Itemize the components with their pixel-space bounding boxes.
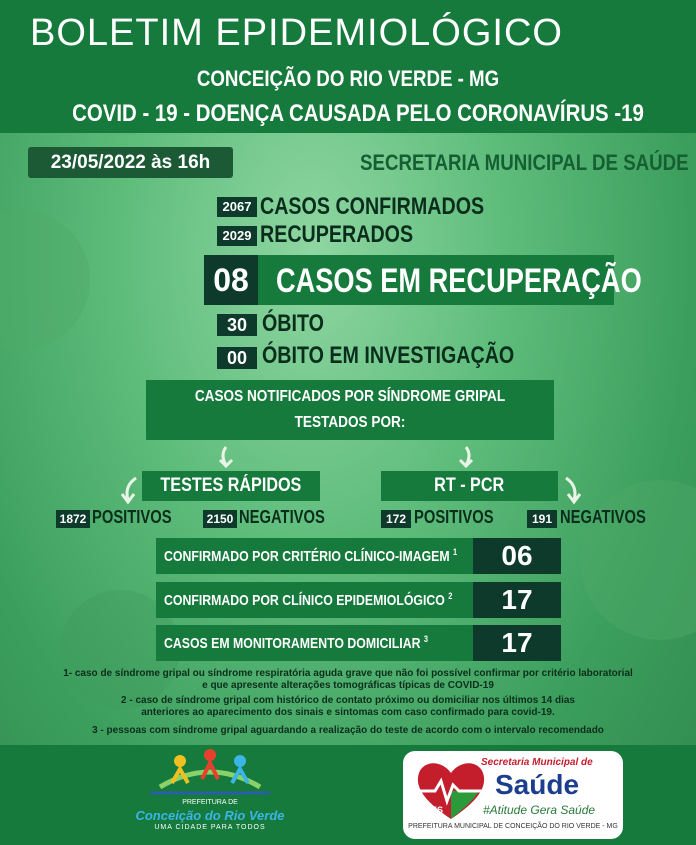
city-tagline-text: UMA CIDADE PARA TODOS [154, 824, 266, 831]
confirmado-clinico-epidemiologico-text: CONFIRMADO POR CLÍNICO EPIDEMIOLÓGICO [164, 592, 445, 609]
tr-positivos-count: 1872 [56, 510, 90, 528]
pcr-negativos-count: 191 [527, 510, 557, 528]
pcr-positivos-count: 172 [381, 510, 411, 528]
arrow-center-left-icon [220, 447, 232, 466]
obito-count: 30 [217, 314, 257, 336]
monitoramento-domiciliar-text: CASOS EM MONITORAMENTO DOMICILIAR [164, 635, 421, 652]
footer [0, 745, 696, 845]
saude-text: Saúde [495, 769, 580, 800]
confirmado-clinico-imagem-count: 06 [473, 538, 561, 574]
recuperados-count: 2029 [217, 226, 257, 246]
city-subtitle: CONCEIÇÃO DO RIO VERDE - MG [196, 66, 500, 91]
confirmado-clinico-epidemiologico-count: 17 [473, 582, 561, 618]
obito-investigacao-count: 00 [217, 347, 257, 369]
footnote-1 [20, 668, 676, 692]
confirmado-clinico-imagem-row [156, 538, 561, 574]
obito-label: ÓBITO [262, 310, 324, 337]
footnote-1-line2: e que apresente alterações tomográficas típicas de COVID-19 [202, 680, 494, 691]
page-title: BOLETIM EPIDEMIOLÓGICO [30, 12, 563, 54]
city-name-text: Conceição do Rio Verde [135, 808, 285, 823]
em-recuperacao-label: CASOS EM RECUPERAÇÃO [276, 262, 642, 300]
tr-negativos-count: 2150 [203, 510, 237, 528]
pcr-negativos-label: NEGATIVOS [560, 507, 646, 527]
confirmado-clinico-imagem-label [164, 547, 457, 565]
notificados-line2: TESTADOS POR: [294, 414, 406, 431]
confirmado-clinico-epidemiologico-label [164, 591, 452, 609]
tr-negativos-label: NEGATIVOS [239, 507, 325, 527]
people-logo-icon [120, 747, 300, 797]
footnote-2-line1: 2 - caso de síndrome gripal com histórico de contato próximo ou domiciliar nos últimos 14 dias [121, 695, 575, 706]
em-recuperacao-count: 08 [204, 255, 258, 305]
prefeitura-logo [120, 747, 300, 839]
obito-investigacao-label: ÓBITO EM INVESTIGAÇÃO [262, 342, 515, 369]
arrow-center-right-icon [460, 447, 472, 466]
secretaria-municipal-text: Secretaria Municipal de [481, 757, 593, 768]
monitoramento-domiciliar-label [164, 634, 428, 652]
disease-subtitle: COVID - 19 - DOENÇA CAUSADA PELO CORONAVÍRUS -19 [72, 100, 644, 127]
confirmados-label: CASOS CONFIRMADOS [260, 193, 485, 220]
secretaria-title: SECRETARIA MUNICIPAL DE SAÚDE [360, 150, 689, 175]
footnote-2-marker: 2 [448, 591, 453, 601]
footnote-1-line1: 1- caso de síndrome gripal ou síndrome respiratória aguda grave que não foi possível confirmar por critério laboratorial [63, 668, 633, 679]
testes-rapidos-label: TESTES RÁPIDOS [160, 475, 302, 496]
recuperados-label: RECUPERADOS [260, 221, 414, 248]
heart-health-icon [411, 755, 491, 825]
arrow-left-icon [122, 478, 136, 502]
footnote-2-line2: anteriores ao aparecimento dos sinais e sintomas com caso confirmado para covid-19. [141, 707, 555, 718]
confirmado-clinico-imagem-text: CONFIRMADO POR CRITÉRIO CLÍNICO-IMAGEM [164, 548, 450, 565]
arrow-right-icon [566, 478, 580, 502]
pcr-positivos-label: POSITIVOS [414, 507, 494, 527]
confirmado-clinico-epidemiologico-row [156, 582, 561, 618]
testes-rapidos-box [142, 471, 320, 501]
monitoramento-domiciliar-row [156, 625, 561, 661]
atitude-tagline: #Atitude Gera Saúde [483, 803, 596, 817]
footnote-3-marker: 3 [423, 634, 429, 644]
footnote-3-line1: 3 - pessoas com síndrome gripal aguardando a realização do teste de acordo com o intervalo recomendado [92, 725, 604, 736]
confirmados-count: 2067 [217, 197, 257, 217]
rt-pcr-box [381, 471, 558, 501]
secretaria-saude-logo [403, 751, 623, 839]
prefeitura-municipal-text: PREFEITURA MUNICIPAL DE CONCEIÇÃO DO RIO VERDE - MG [408, 823, 618, 830]
footnote-1-marker: 1 [453, 547, 458, 557]
footnote-3 [20, 725, 676, 737]
rt-pcr-label: RT - PCR [434, 475, 505, 496]
ses-badge: SES [425, 805, 444, 815]
tr-positivos-label: POSITIVOS [92, 507, 172, 527]
notificados-line1: CASOS NOTIFICADOS POR SÍNDROME GRIPAL [194, 388, 506, 405]
date-badge: 23/05/2022 às 16h [28, 147, 233, 178]
monitoramento-domiciliar-count: 17 [473, 625, 561, 661]
footnote-2 [20, 695, 676, 719]
prefeitura-de-text: PREFEITURA DE [182, 799, 238, 806]
